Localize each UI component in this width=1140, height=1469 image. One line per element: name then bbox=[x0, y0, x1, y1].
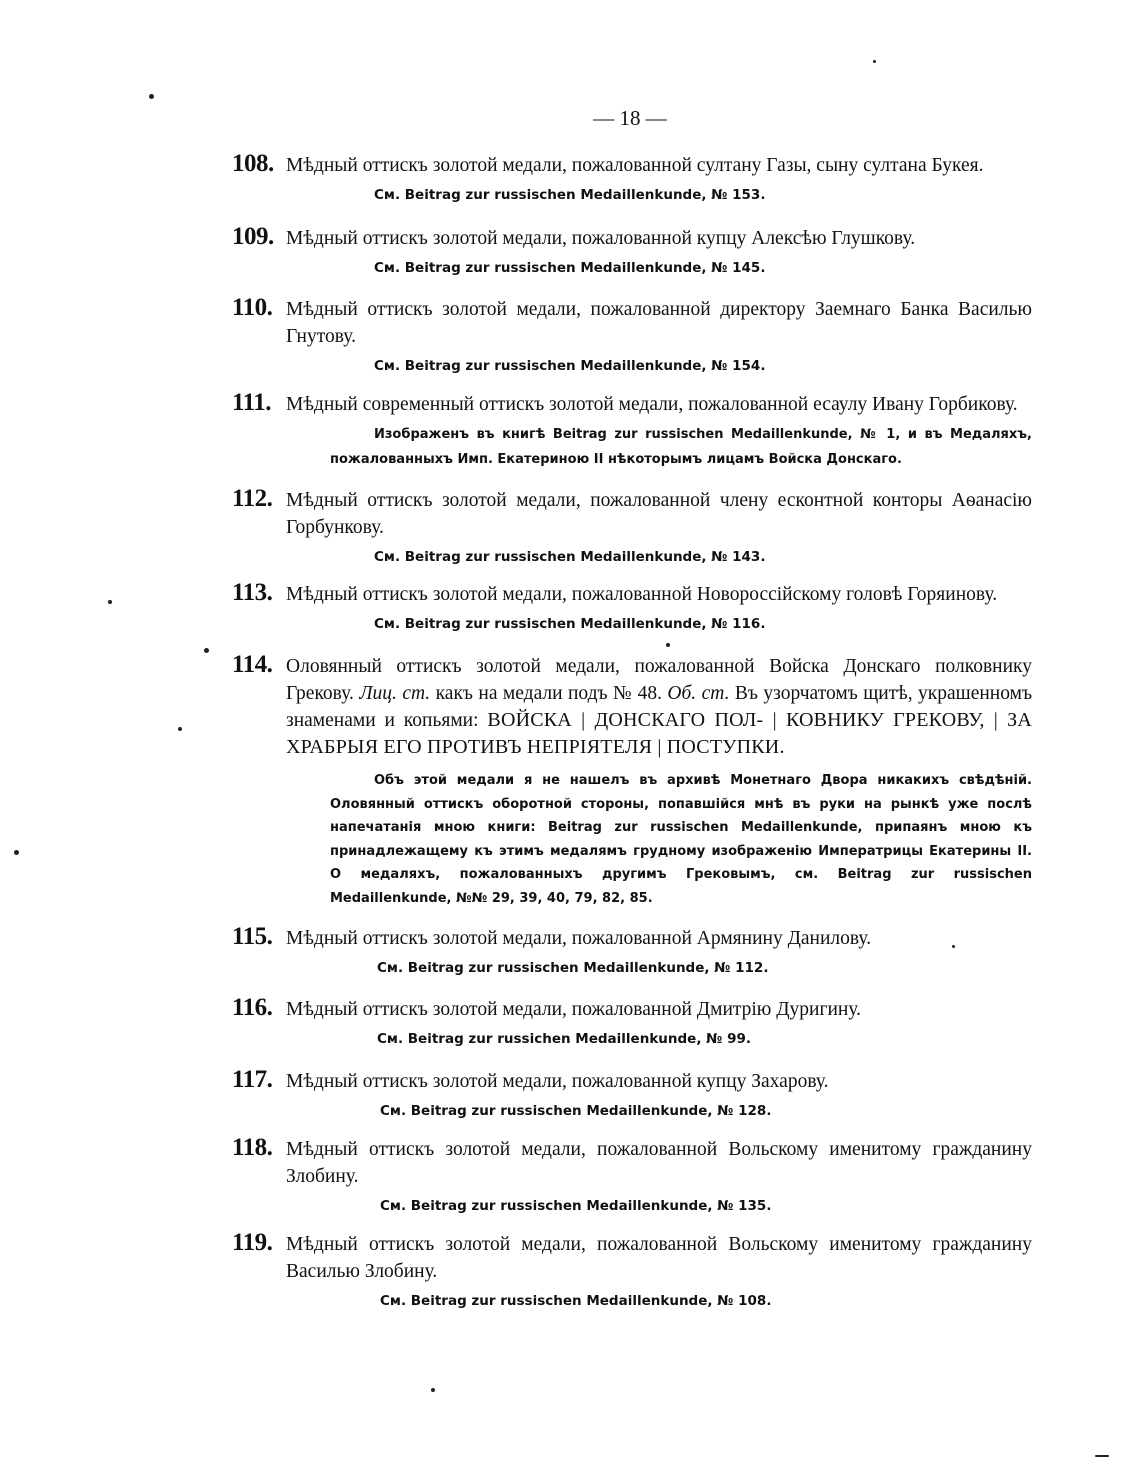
obverse-label: Лиц. ст. bbox=[359, 683, 431, 704]
entry-number: 114. bbox=[232, 651, 273, 678]
catalog-entry-116 bbox=[232, 994, 1032, 1050]
scan-speck bbox=[431, 1388, 435, 1392]
entry-description: Мѣдный оттискъ золотой медали, пожалованной Вольскому именитому гражданину Василью Злобину. bbox=[286, 1234, 1032, 1282]
obverse-text: какъ на медали подъ № 48. bbox=[435, 683, 662, 704]
entry-number: 108. bbox=[232, 150, 274, 177]
scan-speck bbox=[952, 945, 955, 948]
entry-number: 109. bbox=[232, 223, 274, 250]
entry-description: Мѣдный оттискъ золотой медали, пожалованной Новороссійскому головѣ Горяинову. bbox=[286, 584, 998, 605]
scan-speck bbox=[873, 60, 876, 63]
catalog-entry-111 bbox=[232, 389, 1032, 472]
entry-description: Мѣдный современный оттискъ золотой медали, пожалованной есаулу Ивану Горбикову. bbox=[286, 394, 1018, 415]
medal-inscription: ВОЙСКА | ДОНСКАГО ПОЛ- | КОВНИКУ ГРЕКОВУ, | ЗА ХРАБРЫЯ ЕГО ПРОТИВЪ НЕПРІЯТЕЛЯ | ПОСТУПКИ. bbox=[286, 709, 1032, 758]
catalog-entry-108 bbox=[232, 150, 1032, 206]
entry-number: 113. bbox=[232, 579, 273, 606]
catalog-entry-112 bbox=[232, 485, 1032, 568]
entry-reference: См. Beitrag zur russischen Medaillenkunde, № 128. bbox=[380, 1103, 772, 1119]
entry-number: 119. bbox=[232, 1229, 273, 1256]
entry-description: Мѣдный оттискъ золотой медали, пожалованной Вольскому именитому гражданину Злобину. bbox=[286, 1139, 1032, 1187]
entry-description: Мѣдный оттискъ золотой медали, пожалованной Армянину Данилову. bbox=[286, 928, 872, 949]
reverse-label: Об. ст. bbox=[667, 683, 730, 704]
entry-description: Мѣдный оттискъ золотой медали, пожалованной султану Газы, сыну султана Букея. bbox=[286, 155, 984, 176]
entry-description: Мѣдный оттискъ золотой медали, пожалованной купцу Алексѣю Глушкову. bbox=[286, 228, 916, 249]
page-number: — 18 — bbox=[593, 106, 667, 130]
catalog-entry-115 bbox=[232, 923, 1032, 979]
scan-speck bbox=[149, 94, 154, 99]
entry-reference: См. Beitrag zur russichen Medaillenkunde, № 99. bbox=[377, 1031, 752, 1047]
catalog-entry-109 bbox=[232, 223, 1032, 279]
entry-description bbox=[286, 653, 1032, 761]
catalog-entry-118 bbox=[232, 1134, 1032, 1217]
entry-reference: См. Beitrag zur russischen Medaillenkunde, № 112. bbox=[377, 960, 769, 976]
entry-description-start: Оловянный оттискъ золотой медали, пожалованной Войска Донскаго полковнику Грекову. bbox=[286, 656, 1032, 704]
entry-number: 111. bbox=[232, 389, 271, 416]
entry-reference: См. Beitrag zur russischen Medaillenkunde, № 153. bbox=[374, 187, 766, 203]
scan-speck bbox=[108, 600, 112, 604]
scan-speck bbox=[1095, 1455, 1109, 1457]
entry-number: 118. bbox=[232, 1134, 273, 1161]
entry-reference: См. Beitrag zur russischen Medaillenkunde, № 116. bbox=[374, 616, 766, 632]
scan-speck bbox=[178, 727, 182, 731]
entry-reference: См. Beitrag zur russischen Medaillenkunde, № 108. bbox=[380, 1293, 772, 1309]
entry-description: Мѣдный оттискъ золотой медали, пожалованной Дмитрію Дуригину. bbox=[286, 999, 862, 1020]
entry-note: Объ этой медали я не нашелъ въ архивѣ Монетнаго Двора никакихъ свѣдѣній. Оловянный оттискъ оборотной стороны, попавшійся мнѣ въ руки на рынкѣ уже послѣ напечатанія мною книги: Beitrag zur russischen Medaillenkunde, припаянъ мною къ принадлежащему къ этимъ медалямъ грудному изображенію Императрицы Екатерины II. О медаляхъ, пожалованныхъ другимъ Грековымъ, см. Beitrag zur russischen Medaillenkunde, №№ 29, 39, 40, 79, 82, 85. bbox=[330, 773, 1032, 906]
entry-number: 112. bbox=[232, 485, 273, 512]
entry-reference: См. Beitrag zur russischen Medaillenkunde, № 135. bbox=[380, 1198, 772, 1214]
entry-number: 115. bbox=[232, 923, 273, 950]
entry-note: Изображенъ въ книгѣ Beitrag zur russischen Medaillenkunde, № 1, и въ Медаляхъ, пожалованныхъ Имп. Екатериною II нѣкоторымъ лицамъ Войска Донскаго. bbox=[330, 427, 1032, 467]
catalog-entry-114 bbox=[232, 651, 1032, 910]
catalog-entry-119 bbox=[232, 1229, 1032, 1312]
entry-number: 116. bbox=[232, 994, 273, 1021]
entry-description: Мѣдный оттискъ золотой медали, пожалованной купцу Захарову. bbox=[286, 1071, 829, 1092]
scan-speck bbox=[14, 850, 19, 855]
entry-reference: См. Beitrag zur russischen Medaillenkunde, № 143. bbox=[374, 549, 766, 565]
catalog-entry-110 bbox=[232, 294, 1032, 377]
entry-number: 117. bbox=[232, 1066, 273, 1093]
catalog-entry-113 bbox=[232, 579, 1032, 635]
entry-description: Мѣдный оттискъ золотой медали, пожалованной члену есконтной конторы Аѳанасію Горбункову. bbox=[286, 490, 1032, 538]
catalog-entry-117 bbox=[232, 1066, 1032, 1122]
entry-reference: См. Beitrag zur russischen Medaillenkunde, № 154. bbox=[374, 358, 766, 374]
entry-reference: См. Beitrag zur russischen Medaillenkunde, № 145. bbox=[374, 260, 766, 276]
scan-speck bbox=[204, 648, 209, 653]
reverse-text: Въ узорчатомъ щитѣ, украшенномъ знаменами и копьями: bbox=[286, 683, 1033, 731]
scan-speck bbox=[666, 643, 670, 647]
entry-description: Мѣдный оттискъ золотой медали, пожалованной директору Заемнаго Банка Василью Гнутову. bbox=[286, 299, 1032, 347]
entry-number: 110. bbox=[232, 294, 273, 321]
